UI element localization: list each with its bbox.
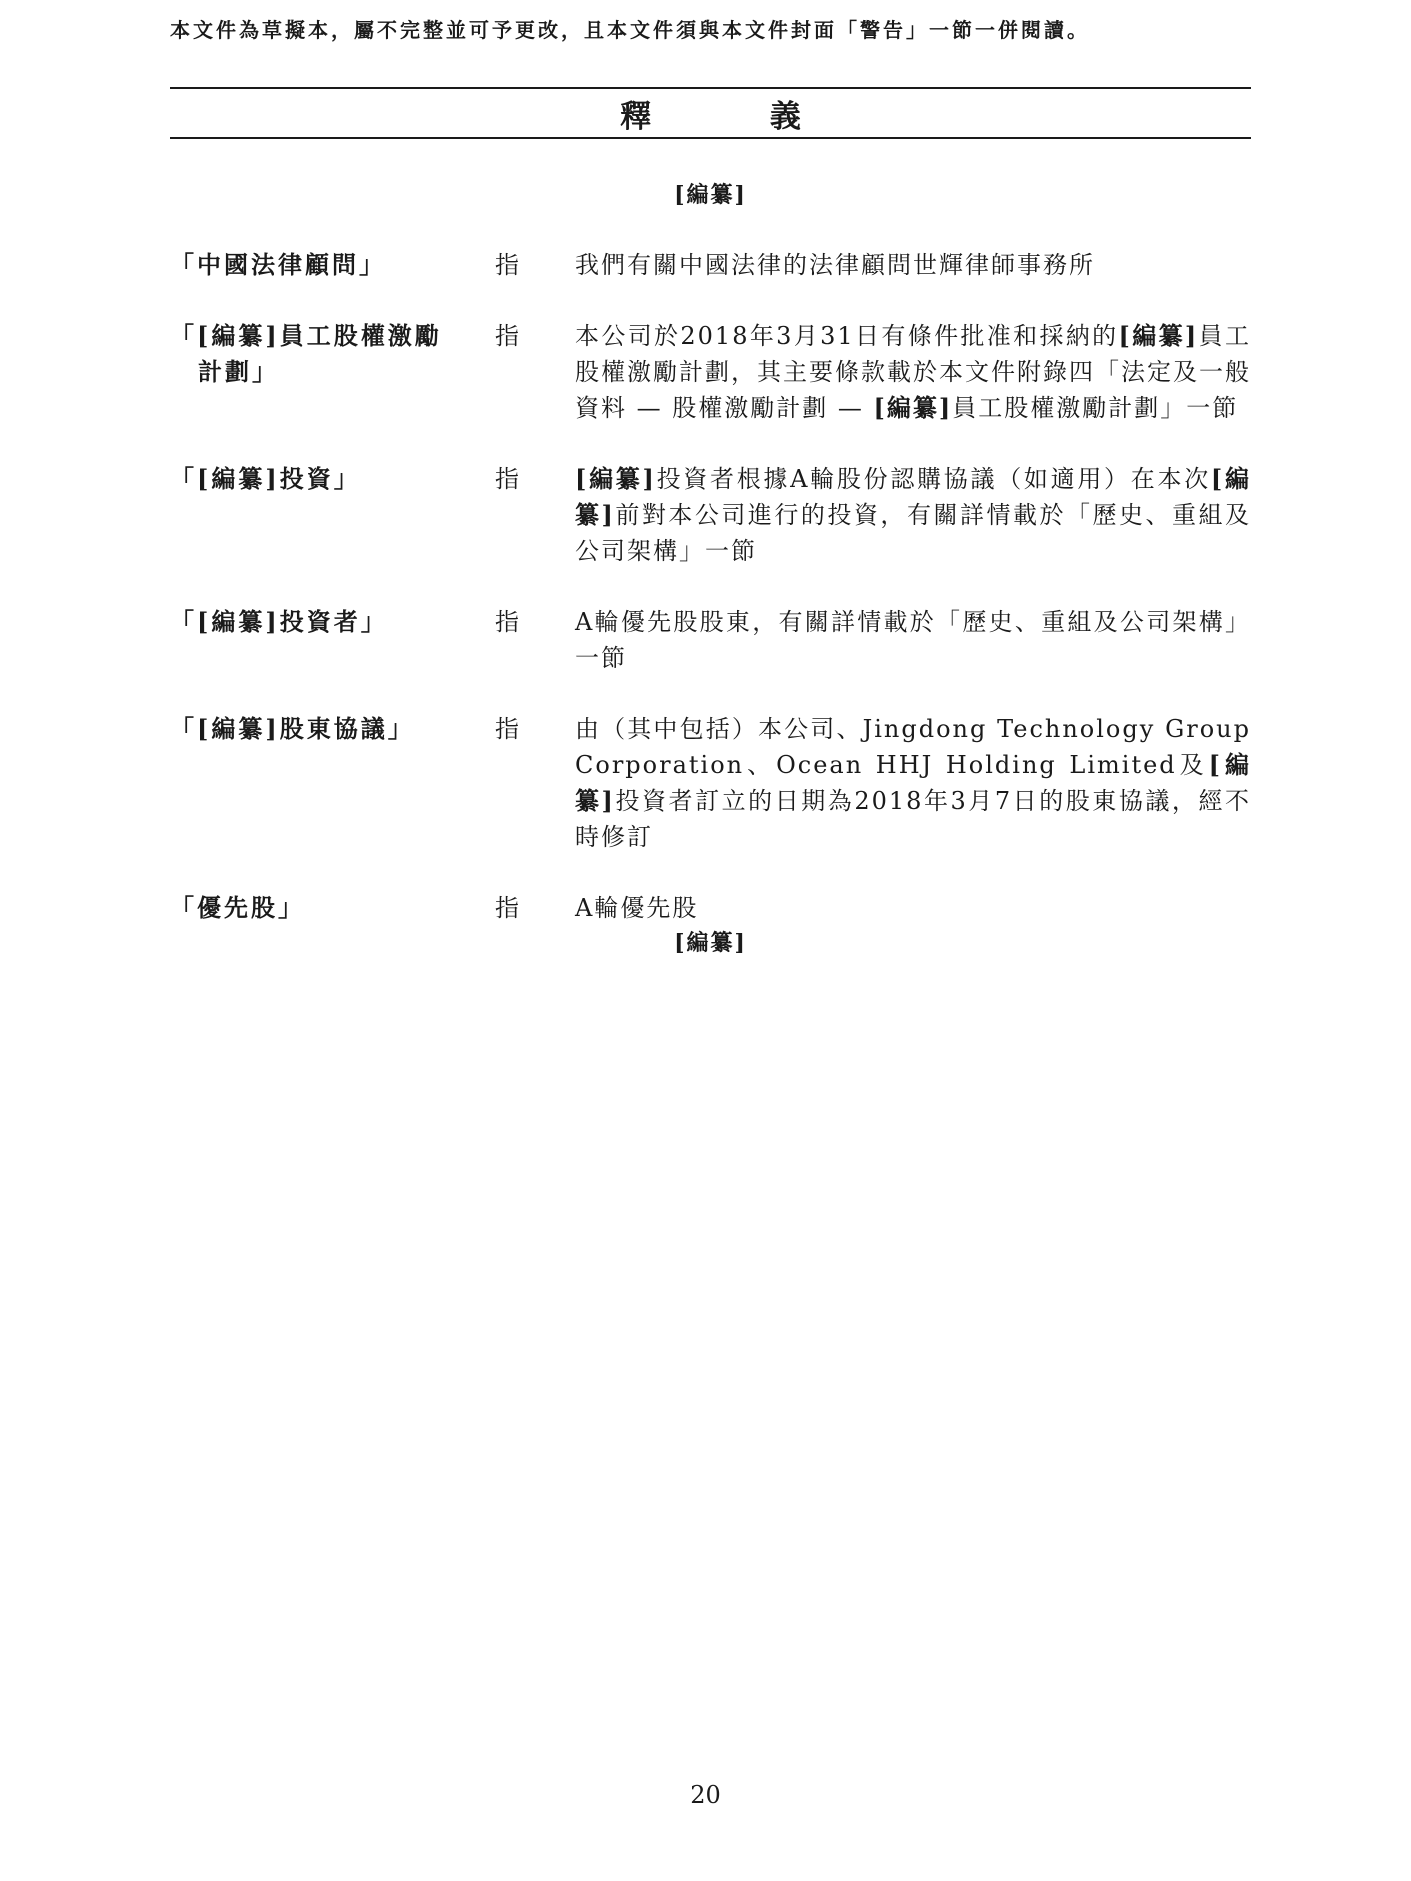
definition-row — [170, 247, 1251, 283]
description-text: 員工股權激勵計劃」一節 — [952, 394, 1239, 422]
term-line: 「[編纂]員工股權激勵 — [170, 321, 442, 350]
definition-description — [575, 890, 1251, 926]
redacted-inline: [編纂] — [575, 750, 1251, 815]
section-title: 釋 義 — [620, 98, 855, 135]
description-text: 由（其中包括）本公司、Jingdong Technology Group Corporation、Ocean HHJ Holding Limited及 — [575, 715, 1251, 779]
redacted-inline: [編纂] — [575, 464, 656, 493]
description-text: 前對本公司進行的投資，有關詳情載於「歷史、重組及公司架構」一節 — [575, 501, 1252, 565]
page-number: 20 — [690, 1781, 721, 1809]
section-title-bar — [170, 87, 1251, 139]
definition-term — [170, 890, 495, 926]
definition-row — [170, 604, 1251, 676]
term-line: 「[編纂]投資者」 — [170, 607, 388, 636]
description-text: 本公司於2018年3月31日有條件批准和採納的 — [575, 322, 1119, 350]
redacted-inline: [編纂] — [575, 464, 1251, 529]
definition-row — [170, 890, 1251, 926]
definition-description — [575, 318, 1251, 426]
definitions-list — [170, 247, 1251, 961]
description-text: 我們有關中國法律的法律顧問世輝律師事務所 — [575, 251, 1095, 279]
redacted-marker-bottom: [編纂] — [674, 930, 747, 956]
redacted-inline: [編纂] — [1118, 321, 1199, 350]
definition-term — [170, 604, 495, 676]
term-line: 「[編纂]股東協議」 — [170, 714, 415, 743]
means-label: 指 — [495, 251, 521, 279]
description-text: 員工股權激勵計劃，其主要條款載於本文件附錄四「法定及一般資料 — 股權激勵計劃 — — [575, 322, 1251, 422]
definition-term — [170, 318, 495, 426]
description-text: A輪優先股股東，有關詳情載於「歷史、重組及公司架構」一節 — [575, 608, 1251, 672]
definition-term — [170, 247, 495, 283]
definition-description — [575, 461, 1251, 569]
definition-description — [575, 247, 1251, 283]
redacted-marker-top: [編纂] — [674, 182, 747, 208]
definition-description — [575, 604, 1251, 676]
description-text: A輪優先股 — [575, 894, 699, 922]
definition-row — [170, 711, 1251, 855]
definition-description — [575, 711, 1251, 855]
term-line: 「優先股」 — [170, 893, 305, 922]
description-text: 投資者根據A輪股份認購協議（如適用）在本次 — [655, 465, 1211, 493]
definition-term — [170, 711, 495, 855]
redacted-inline: [編纂] — [873, 393, 953, 422]
means-label: 指 — [495, 608, 521, 636]
means-label: 指 — [495, 894, 521, 922]
term-line: 「中國法律顧問」 — [170, 250, 386, 279]
means-label: 指 — [495, 715, 521, 743]
description-text: 投資者訂立的日期為2018年3月7日的股東協議，經不時修訂 — [575, 787, 1251, 851]
term-line: 「[編纂]投資」 — [170, 464, 361, 493]
definition-term — [170, 461, 495, 569]
definition-row — [170, 318, 1251, 426]
term-line-continued: 計劃」 — [198, 357, 279, 386]
draft-warning-notice: 本文件為草擬本，屬不完整並可予更改，且本文件須與本文件封面「警告」一節一併閱讀。 — [170, 18, 1090, 42]
means-label: 指 — [495, 465, 521, 493]
means-label: 指 — [495, 322, 521, 350]
definition-row — [170, 461, 1251, 569]
